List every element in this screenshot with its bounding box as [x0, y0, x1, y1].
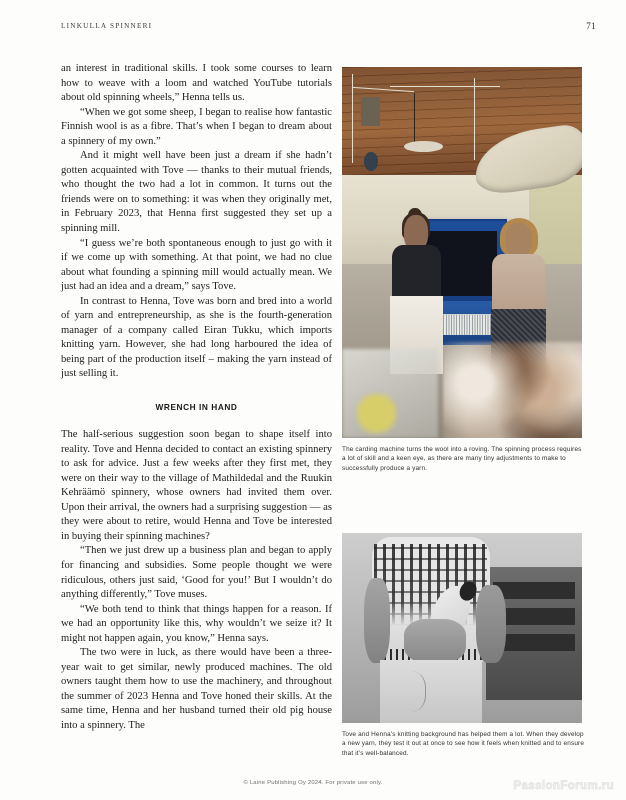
trouser-pocket	[390, 671, 426, 712]
watermark: PassionForum.ru	[513, 780, 614, 792]
paragraph: The two were in luck, as there would have been a three-year wait to get similar, newly produced machines. The old owners taught them how to use the machinery, and throughout the summer of 2023 Henna and Tove honed their skills. At the same time, Henna and her husband turned their old pig house into a spinnery. The	[61, 647, 332, 731]
patterned-top	[492, 254, 545, 313]
photo-carding-machine	[342, 67, 582, 438]
paragraph: “Then we just drew up a business plan and began to apply for financing and subsidies. Some people thought we were ridiculous, others just said, ‘Good for you!’ But I wouldn’t do anything differently,” Tove muses.	[61, 545, 332, 601]
photo-knitter	[342, 533, 582, 723]
body-text-column	[61, 62, 332, 734]
ceiling-cable	[474, 78, 475, 160]
paragraph: an interest in traditional skills. I took some courses to learn how to weave with a loom and watched YouTube tutorials about old spinning wheels,” Henna tells us.	[61, 63, 332, 104]
ceiling-cable	[414, 93, 415, 145]
paragraph: “When we got some sheep, I began to realise how fantastic Finnish wool is as a fibre. That’s when I began to dream about a spinnery of my own.”	[61, 106, 332, 147]
running-head: LINKULLA SPINNERI	[61, 22, 153, 30]
hands	[404, 619, 466, 664]
footer-copyright: © Laine Publishing Oy 2024. For private use only.	[243, 780, 383, 786]
caption-carding-machine: The carding machine turns the wool into a roving. The spinning process requires a lot of skill and a keen eye, as there are many tiny adjustments to make to successfully produce a yarn.	[342, 446, 582, 472]
wool-pile-front	[443, 342, 582, 438]
dark-top	[392, 245, 441, 301]
paragraph: In contrast to Henna, Tove was born and bred into a world of yarn and entrepreneurship, as she is the fourth-generation manager of a company called Eiran Tukku, which imports knitting yarn. However, she had long harboured the idea of being part of the production itself – making the yarn instead of just selling it.	[61, 295, 332, 380]
section-heading: WRENCH IN HAND	[155, 402, 238, 413]
left-arm	[364, 578, 391, 664]
paragraph: “I guess we’re both spontaneous enough to just go with it if we come up with something. At that point, we had no clue about what founding a spinning mill would actually mean. We just had an idea and a dream,” says Tove.	[61, 237, 332, 293]
ceiling-box	[361, 97, 380, 127]
head	[505, 223, 531, 257]
page-number: 71	[586, 21, 596, 31]
caption-knitter: Tove and Henna’s knitting background has helped them a lot. When they develop a new yarn, they test it out at once to see how it feels when knitted and to ensure that it’s well-balanced.	[342, 731, 585, 757]
hanging-weight	[364, 152, 378, 171]
person	[364, 537, 498, 723]
yellow-fibre	[356, 393, 397, 434]
figure-carding-machine	[342, 67, 582, 438]
figure-knitter	[342, 533, 582, 723]
shelf-rail	[493, 582, 575, 599]
worker-left	[390, 215, 443, 371]
paragraph: “We both tend to think that things happen for a reason. If we had an opportunity like this, why wouldn’t we seize it? It might not happen again, you know,” Henna says.	[61, 603, 332, 644]
paragraph: And it might well have been just a dream if she hadn’t gotten acquainted with Tove — thanks to their mutual friends, who thought the two had a lot in common. It turns out the friends were on to something: it was when they originally met, in February 2023, that Henna first suggested they set up a spinning mill.	[61, 150, 332, 235]
paragraph: The half-serious suggestion soon began to shape itself into reality. Tove and Henna decided to contact an existing spinnery to ask for advice. Just a few weeks after they first met, they were on their way to the village of Mathildedal and the Ruukin Kehräämö spinnery, whose owners had invited them over. Upon their arrival, the owners had a surprising suggestion — as they were about to retire, would Henna and Tove be interested in buying their spinning machines?	[61, 429, 332, 542]
ceiling-cable	[390, 86, 500, 87]
right-arm	[476, 585, 506, 663]
